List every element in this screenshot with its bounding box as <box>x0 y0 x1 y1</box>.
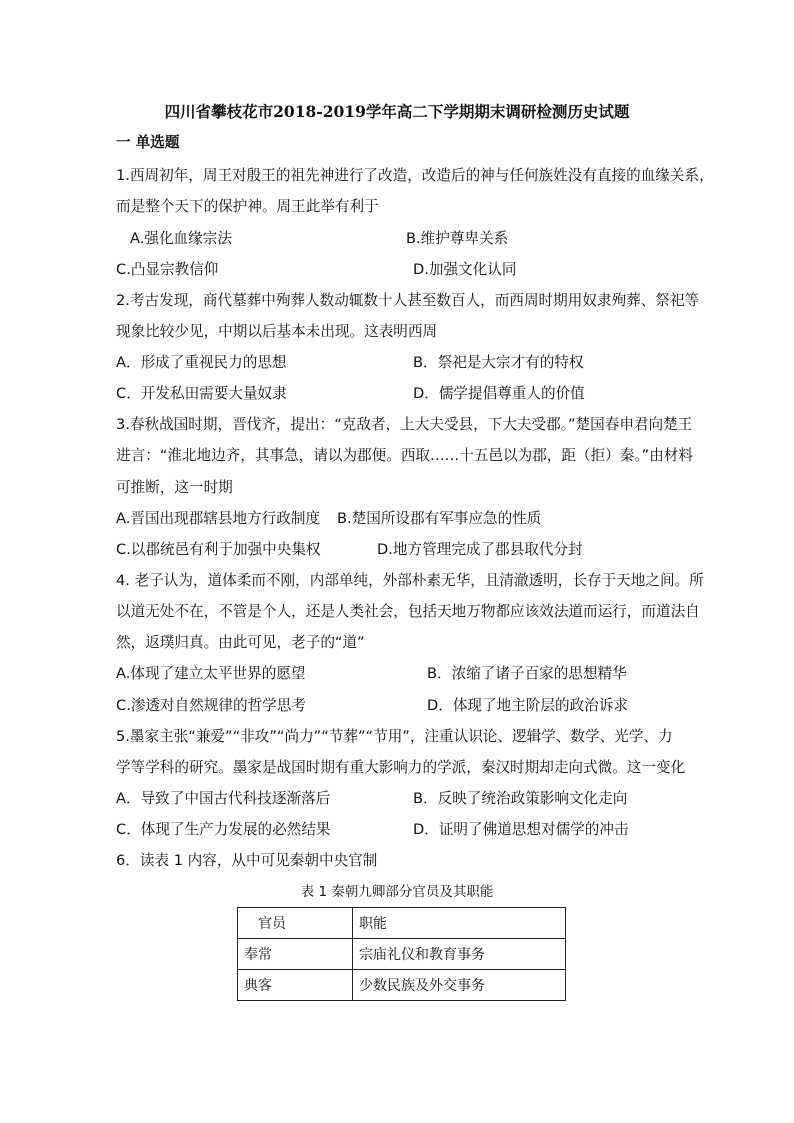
table-row <box>238 939 566 970</box>
q2-stem-line1: 2.考古发现，商代墓葬中殉葬人数动辄数十人甚至数百人，而西周时期用奴隶殉葬、祭祀等 <box>116 292 700 309</box>
table-cell: 宗庙礼仪和教育事务 <box>353 939 566 970</box>
q2-option-b: B．祭祀是大宗才有的特权 <box>413 354 584 371</box>
q4-option-d: D．体现了地主阶层的政治诉求 <box>427 697 628 714</box>
officials-table <box>237 907 566 1001</box>
q1-stem-line1: 1.西周初年，周王对殷王的祖先神进行了改造，改造后的神与任何族姓没有直接的血缘关系， <box>116 167 714 184</box>
table-cell: 少数民族及外交事务 <box>353 970 566 1001</box>
q4-stem-line2: 以道无处不在，不管是个人，还是人类社会，包括天地万物都应该效法道而运行，而道法自 <box>116 603 700 620</box>
q3-stem-line1: 3.春秋战国时期，晋伐齐，提出：“克敌者，上大夫受县，下大夫受郡。”楚国春申君向楚王 <box>116 416 693 433</box>
q5-option-a: A．导致了中国古代科技逐渐落后 <box>116 790 331 807</box>
table-row <box>238 970 566 1001</box>
q3-option-c: C.以郡统邑有利于加强中央集权 <box>116 541 321 558</box>
q1-option-b: B.维护尊卑关系 <box>406 230 509 247</box>
q2-option-c: C．开发私田需要大量奴隶 <box>116 385 287 402</box>
q4-option-a: A.体现了建立太平世界的愿望 <box>116 665 306 682</box>
q2-option-d: D．儒学提倡尊重人的价值 <box>413 385 585 402</box>
table-caption: 表 1 秦朝九卿部分官员及其职能 <box>300 884 494 900</box>
q3-option-b: B.楚国所设郡有军事应急的性质 <box>337 510 542 527</box>
section-heading: 一 单选题 <box>116 134 180 151</box>
q4-stem-line1: 4. 老子认为，道体柔而不刚，内部单纯，外部朴素无华，且清澈透明，长存于天地之间。所 <box>116 572 704 589</box>
q1-option-d: D.加强文化认同 <box>413 261 517 278</box>
q3-stem-line2: 进言：“淮北地边齐，其事急，请以为郡便。西取……十五邑以为郡，距（拒）秦。”由材料 <box>116 447 693 464</box>
q3-option-a: A.晋国出现郡辖县地方行政制度 <box>116 510 321 527</box>
q6-stem-line1: 6．读表 1 内容，从中可见秦朝中央官制 <box>116 852 378 869</box>
table-cell: 奉常 <box>238 939 353 970</box>
table-header-row <box>238 908 566 939</box>
q5-option-b: B．反映了统治政策影响文化走向 <box>413 790 628 807</box>
q4-option-c: C.渗透对自然规律的哲学思考 <box>116 697 306 714</box>
q4-option-b: B．浓缩了诸子百家的思想精华 <box>427 665 627 682</box>
exam-title: 四川省攀枝花市2018-2019学年高二下学期期末调研检测历史试题 <box>164 102 630 121</box>
q5-stem-line1: 5.墨家主张“兼爱”“非攻”“尚力”“节葬”“节用”，注重认识论、逻辑学、数学、光学、力 <box>116 728 673 745</box>
q1-option-c: C.凸显宗教信仰 <box>116 261 219 278</box>
q1-stem-line2: 而是整个天下的保护神。周王此举有利于 <box>116 198 379 215</box>
q1-option-a: A.强化血缘宗法 <box>130 230 232 247</box>
q3-option-d: D.地方管理完成了郡县取代分封 <box>377 541 583 558</box>
table-header-cell: 官员 <box>238 908 353 939</box>
q2-stem-line2: 现象比较少见，中期以后基本未出现。这表明西周 <box>116 323 438 340</box>
q5-option-d: D．证明了佛道思想对儒学的冲击 <box>413 821 629 838</box>
q4-stem-line3: 然，返璞归真。由此可见，老子的“道” <box>116 634 365 651</box>
q2-option-a: A．形成了重视民力的思想 <box>116 354 287 371</box>
table-cell: 典客 <box>238 970 353 1001</box>
table-header-cell: 职能 <box>353 908 566 939</box>
q5-option-c: C．体现了生产力发展的必然结果 <box>116 821 331 838</box>
q3-stem-line3: 可推断，这一时期 <box>116 479 233 496</box>
q5-stem-line2: 学等学科的研究。墨家是战国时期有重大影响力的学派，秦汉时期却走向式微。这一变化 <box>116 759 686 776</box>
